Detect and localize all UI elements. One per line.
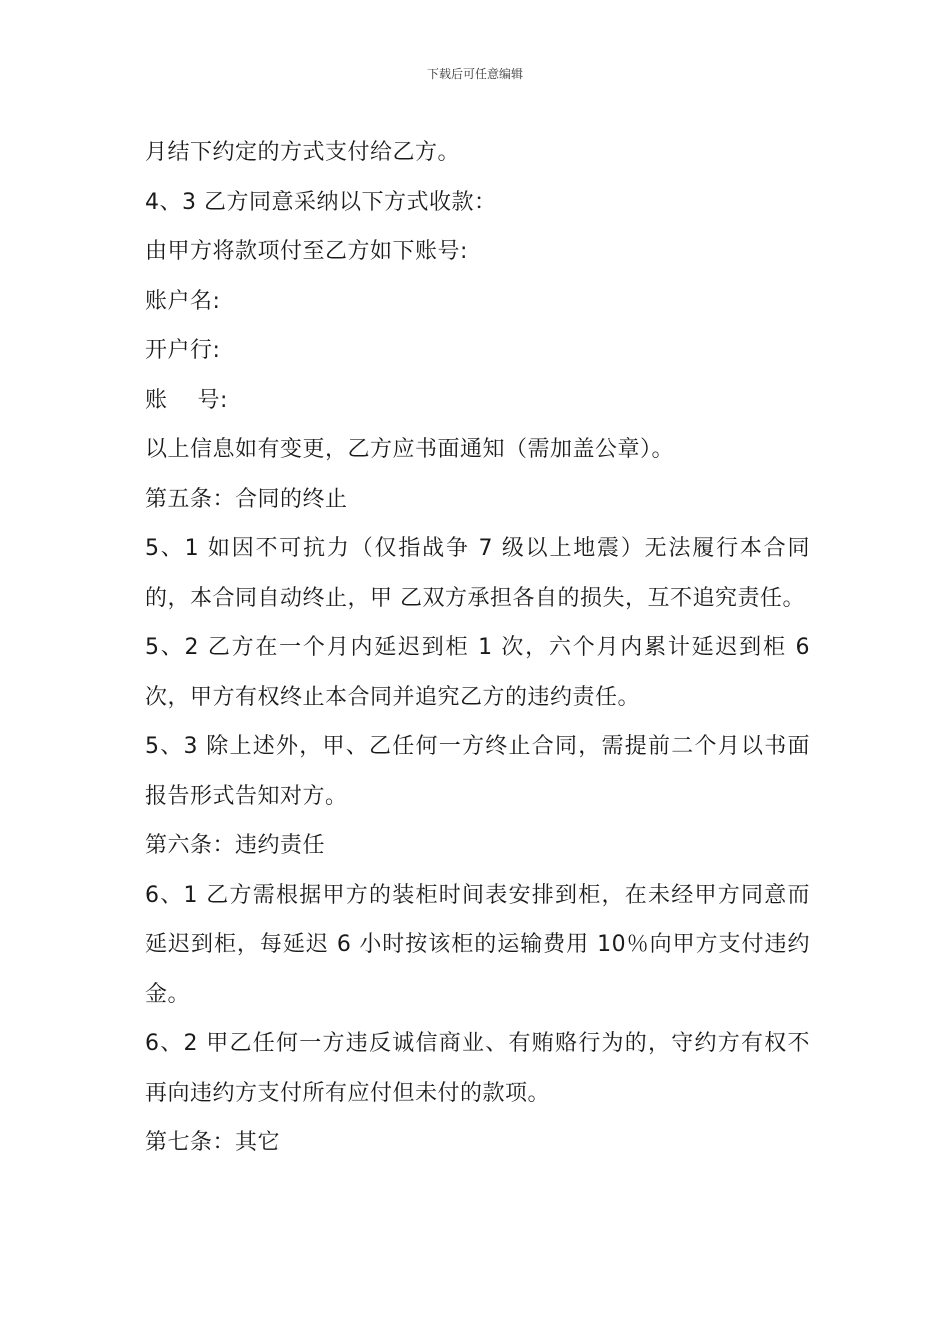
clause-5-1: 5、1 如因不可抗力（仅指战争 7 级以上地震）无法履行本合同的，本合同自动终止，甲 乙双方承担各自的损失，互不追究责任。	[145, 536, 810, 611]
clause-6-1: 6、1 乙方需根据甲方的装柜时间表安排到柜，在未经甲方同意而延迟到柜，每延迟 6 小时按该柜的运输费用 10％向甲方支付违约金。	[145, 882, 810, 1007]
bank-field: 开户行:	[145, 338, 221, 363]
page-header: 下载后可任意编辑	[426, 67, 523, 81]
account-number-field: 账 号:	[145, 387, 228, 413]
clause-5-3: 5、3 除上述外，甲、乙任何一方终止合同，需提前二个月以书面报告形式告知对方。	[145, 734, 810, 809]
clause-4-3: 4、3 乙方同意采纳以下方式收款：	[145, 189, 497, 215]
article-6-heading: 第六条：违约责任	[145, 833, 326, 858]
paragraph-payment-method: 月结下约定的方式支付给乙方。	[145, 140, 461, 165]
clause-6-2: 6、2 甲乙任何一方违反诚信商业、有贿赂行为的，守约方有权不再向违约方支付所有应付但未付的款项。	[145, 1031, 810, 1106]
clause-5-2: 5、2 乙方在一个月内延迟到柜 1 次，六个月内累计延迟到柜 6 次，甲方有权终止本合同并追究乙方的违约责任。	[145, 635, 810, 710]
article-5-heading: 第五条：合同的终止	[145, 486, 348, 512]
account-name-field: 账户名:	[145, 288, 221, 314]
paragraph-change-notice: 以上信息如有变更，乙方应书面通知（需加盖公章）。	[145, 437, 675, 462]
paragraph-account-intro: 由甲方将款项付至乙方如下账号:	[145, 239, 468, 264]
document-body	[145, 128, 810, 1168]
article-7-heading: 第七条：其它	[145, 1130, 281, 1155]
